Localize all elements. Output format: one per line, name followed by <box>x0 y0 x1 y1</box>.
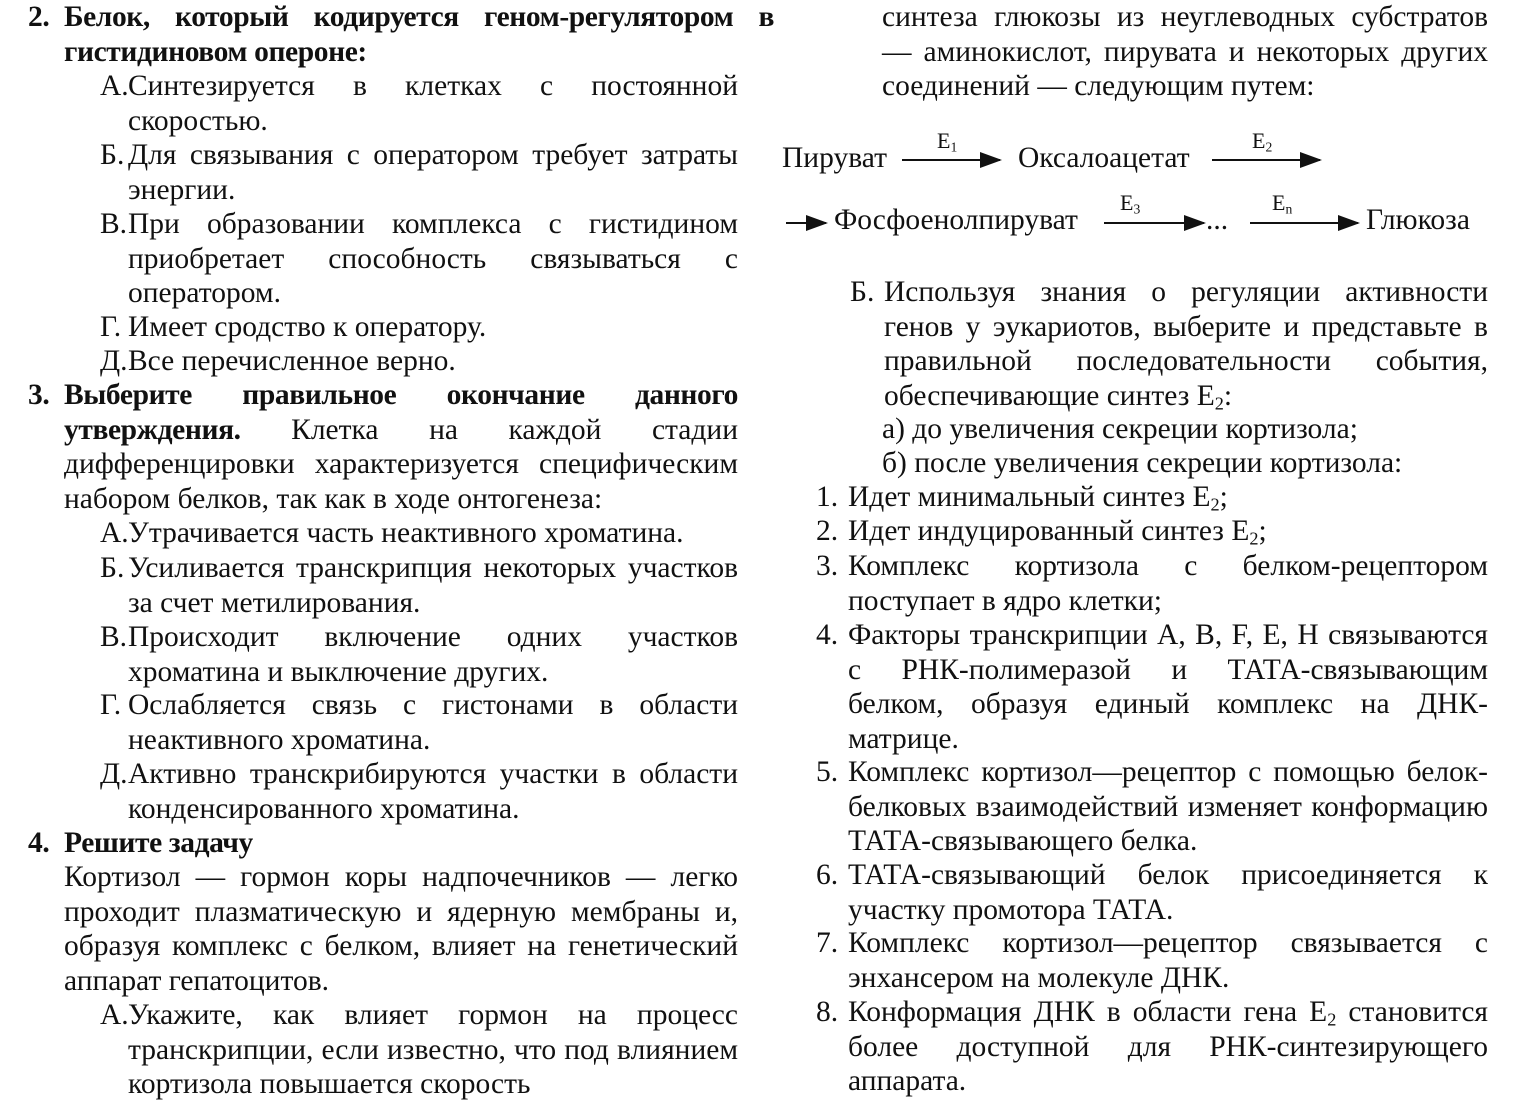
q2-option-d: Г. Имеет сродство к оператору. <box>100 311 487 343</box>
substrate-pyruvate: Пируват <box>782 142 887 174</box>
q4-option-a: А. Укажите, как влияет гормон на процесс транскрипции, если известно, что под влиянием кортизола повышается скорость <box>100 999 738 1100</box>
q3-option-b: Б. Усиливается транскрипция некоторых участков за счет метилирования. <box>100 552 738 619</box>
question-2-number: 2. <box>28 1 50 33</box>
substrate-oxaloacetate: Оксалоацетат <box>1018 142 1190 174</box>
arrow-en <box>1250 222 1358 224</box>
arrow-continuation <box>786 222 826 224</box>
q2-option-b-text: Для связывания с оператором требует затраты энергии. <box>128 139 738 206</box>
event-item-4: 4. Факторы транскрипции A, B, F, E, H связываются с РНК-полимеразой и ТАТА-связывающим белком, образуя единый комплекс на ДНК-матрице. <box>816 619 1488 755</box>
question-3-head: Выберите правильное окончание данного утверждения. <box>64 379 738 446</box>
sub-question-a: а) до увеличения секреции кортизола; <box>882 413 1358 445</box>
event-item-2: 2. Идет индуцированный синтез $E_2$; <box>816 515 1267 549</box>
event-item-6: 6. ТАТА-связывающий белок присоединяется к участку промотора ТАТА. <box>816 859 1488 926</box>
q2-option-a-text: Синтезируется в клетках с постоянной скоростью. <box>128 70 738 137</box>
question-3 <box>28 378 738 516</box>
arrow-e3 <box>1104 222 1204 224</box>
q2-option-c-text: При образовании комплекса с гистидином приобретает способность связываться с оператором. <box>128 208 738 309</box>
q3-option-e: Д. Активно транскрибируются участки в области конденсированного хроматина. <box>100 758 738 825</box>
q2-option-c: В. При образовании комплекса с гистидином приобретает способность связываться с оператором. <box>100 208 738 309</box>
question-3-text: Клетка на каждой стадии дифференцировки характеризуется специфическим набором белков, так как в ходе онтогенеза: <box>64 413 738 515</box>
q4-option-a-text: Укажите, как влияет гормон на процесс транскрипции, если известно, что под влиянием кортизола повышается скорость <box>128 999 738 1100</box>
question-3-number: 3. <box>28 379 50 411</box>
event-item-5: 5. Комплекс кортизол—рецептор с помощью белок-белковых взаимодействий изменяет конформацию ТАТА-связывающего белка. <box>816 756 1488 857</box>
q3-option-a: А. Утрачивается часть неактивного хроматина. <box>100 517 684 549</box>
q3-option-b-text: Усиливается транскрипция некоторых участков за счет метилирования. <box>128 552 738 619</box>
enzyme-e2-label: $E_2$ <box>1252 128 1273 155</box>
product-glucose: Глюкоза <box>1366 204 1470 236</box>
event-item-1: 1. Идет минимальный синтез $E_2$; <box>816 481 1228 515</box>
q2-option-a: А. Синтезируется в клетках с постоянной скоростью. <box>100 70 738 137</box>
q3-option-d: Г. Ослабляется связь с гистонами в области неактивного хроматина. <box>100 689 738 756</box>
question-2-text: Белок, который кодируется геном-регулятором в гистидиновом опероне: <box>64 1 774 68</box>
q3-option-e-text: Активно транскрибируются участки в области конденсированного хроматина. <box>128 758 738 825</box>
sub-question-b: б) после увеличения секреции кортизола: <box>882 447 1403 479</box>
q3-option-d-text: Ослабляется связь с гистонами в области неактивного хроматина. <box>128 689 738 756</box>
q4-continuation: синтеза глюкозы из неуглеводных субстратов — аминокислот, пирувата и некоторых других соединений — следующим путем: <box>882 1 1488 102</box>
q2-option-e-text: Все перечисленное верно. <box>128 345 456 377</box>
arrow-e2 <box>1212 159 1320 161</box>
question-4-head: Решите задачу <box>64 827 253 859</box>
q4-option-b: Б. Используя знания о регуляции активности генов у эукариотов, выберите и представьте в правильной последовательности события, обеспечивающие синтез $E_2$: <box>850 276 1488 414</box>
q3-option-c-text: Происходит включение одних участков хроматина и выключение других. <box>128 621 738 688</box>
enzyme-e3-label: $E_3$ <box>1120 190 1141 217</box>
question-2 <box>28 0 774 69</box>
substrate-phosphoenolpyruvate: Фосфоенолпируват <box>834 204 1078 236</box>
q2-option-d-text: Имеет сродство к оператору. <box>128 311 487 343</box>
question-4-number: 4. <box>28 827 50 859</box>
q3-option-a-text: Утрачивается часть неактивного хроматина. <box>128 517 684 549</box>
event-item-8: 8. Конформация ДНК в области гена $E_2$ становится более доступной для РНК-синтезирующего аппарата. <box>816 996 1488 1097</box>
enzyme-e1-label: $E_1$ <box>937 128 958 155</box>
q2-option-b: Б. Для связывания с оператором требует затраты энергии. <box>100 139 738 206</box>
q3-option-c: В. Происходит включение одних участков хроматина и выключение других. <box>100 621 738 688</box>
arrow-e1 <box>902 159 1000 161</box>
event-item-3: 3. Комплекс кортизола с белком-рецептором поступает в ядро клетки; <box>816 550 1488 617</box>
q2-option-e: Д. Все перечисленное верно. <box>100 345 456 377</box>
event-item-7: 7. Комплекс кортизол—рецептор связывается с энхансером на молекуле ДНК. <box>816 927 1488 994</box>
question-4-text: Кортизол — гормон коры надпочечников — легко проходит плазматическую и ядерную мембраны и, образуя комплекс с белком, влияет на генетический аппарат гепатоцитов. <box>64 861 738 997</box>
enzyme-en-label: $E_n$ <box>1272 190 1293 217</box>
pathway-ellipsis: ... <box>1206 204 1229 236</box>
q4-option-b-text: Используя знания о регуляции активности генов у эукариотов, выберите и представьте в правильной последовательности события, обеспечивающие синтез E <box>884 276 1488 412</box>
question-4 <box>28 826 738 861</box>
